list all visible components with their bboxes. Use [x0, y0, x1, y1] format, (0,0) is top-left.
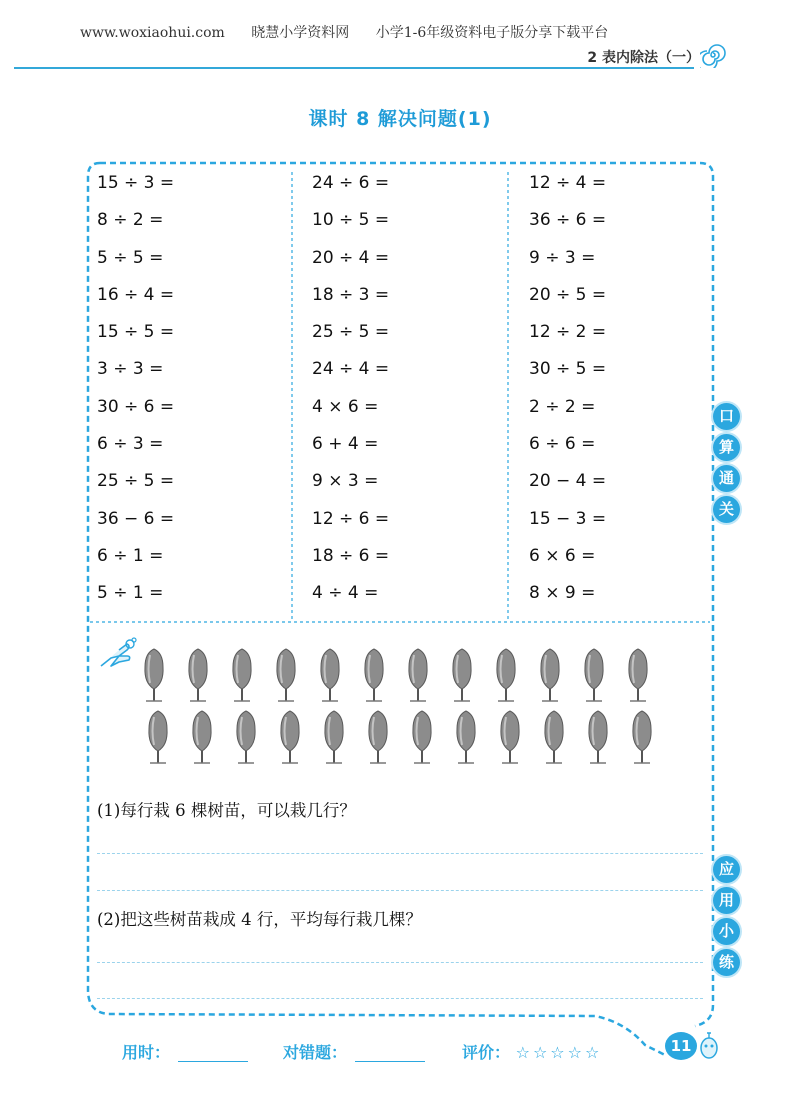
calc-item: 5 ÷ 1 = — [97, 583, 164, 604]
tree-sapling — [629, 649, 647, 701]
calc-item: 4 × 6 = — [312, 396, 379, 417]
tree-sapling — [541, 649, 559, 701]
calc-item: 15 ÷ 3 = — [97, 173, 175, 193]
time-label: 用时： — [122, 1043, 171, 1062]
side-tag-char: 算 — [713, 434, 740, 461]
calc-item: 12 ÷ 6 = — [312, 508, 390, 529]
calc-item: 6 ÷ 3 = — [97, 434, 164, 455]
tree-sapling — [497, 649, 515, 701]
footer-errors — [283, 1040, 425, 1063]
lesson-title: 课时 8 解决问题(1) — [308, 108, 492, 130]
side-tag-char: 口 — [713, 403, 740, 430]
errors-label: 对错题： — [283, 1043, 348, 1062]
calc-item: 3 ÷ 3 = — [97, 359, 164, 380]
calc-item: 36 ÷ 6 = — [529, 210, 607, 231]
side-tag-char: 小 — [713, 918, 740, 945]
calc-item: 24 ÷ 6 = — [312, 173, 390, 193]
answer-line-2b[interactable] — [97, 998, 703, 999]
calc-item: 6 × 6 = — [529, 545, 596, 566]
calc-item: 4 ÷ 4 = — [312, 583, 379, 604]
calc-item: 18 ÷ 6 = — [312, 545, 390, 566]
side-tag-char: 应 — [713, 856, 740, 883]
calc-item: 6 ÷ 6 = — [529, 434, 596, 455]
tree-sapling — [409, 649, 427, 701]
answer-line-1b[interactable] — [97, 890, 703, 891]
tree-sapling — [281, 711, 299, 763]
chapter-title: 2 表内除法（一） — [587, 50, 700, 66]
tree-sapling — [453, 649, 471, 701]
tree-sapling — [325, 711, 343, 763]
site-url: www.woxiaohui.com — [80, 25, 225, 41]
calc-item: 20 − 4 = — [529, 471, 607, 492]
footer-rating — [462, 1040, 602, 1063]
calc-item: 16 ÷ 4 = — [97, 284, 175, 305]
answer-line-2a[interactable] — [97, 962, 703, 963]
rating-stars[interactable]: ☆☆☆☆☆ — [515, 1043, 603, 1062]
calc-item: 2 ÷ 2 = — [529, 396, 596, 417]
tree-sapling — [145, 649, 163, 701]
calc-item: 9 × 3 = — [312, 471, 379, 492]
side-tag-applied-practice — [713, 856, 740, 980]
side-tag-char: 练 — [713, 949, 740, 976]
calc-item: 20 ÷ 4 = — [312, 247, 390, 268]
calc-item: 25 ÷ 5 = — [312, 322, 390, 343]
pointing-hand-icon — [97, 636, 139, 672]
calc-column-3 — [529, 168, 606, 616]
tree-sapling — [501, 711, 519, 763]
tree-sapling — [585, 649, 603, 701]
tree-saplings-illustration — [140, 645, 670, 775]
time-blank[interactable] — [178, 1061, 248, 1062]
calc-item: 6 + 4 = — [312, 434, 379, 455]
tree-sapling — [545, 711, 563, 763]
side-tag-char: 用 — [713, 887, 740, 914]
tree-sapling — [277, 649, 295, 701]
tree-sapling — [369, 711, 387, 763]
tree-sapling — [321, 649, 339, 701]
tree-sapling — [589, 711, 607, 763]
calc-item: 12 ÷ 2 = — [529, 322, 607, 343]
answer-line-1a[interactable] — [97, 853, 703, 854]
calc-item: 30 ÷ 6 = — [97, 396, 175, 417]
side-tag-char: 关 — [713, 496, 740, 523]
tree-sapling — [633, 711, 651, 763]
calc-item: 9 ÷ 3 = — [529, 247, 596, 268]
tree-sapling — [365, 649, 383, 701]
calc-item: 30 ÷ 5 = — [529, 359, 607, 380]
question-1: (1)每行栽 6 棵树苗，可以栽几行？ — [97, 801, 356, 820]
side-tag-char: 通 — [713, 465, 740, 492]
calc-item: 15 − 3 = — [529, 508, 607, 529]
calc-item: 12 ÷ 4 = — [529, 173, 607, 193]
calc-item: 36 − 6 = — [97, 508, 175, 529]
calc-item: 24 ÷ 4 = — [312, 359, 390, 380]
calc-item: 6 ÷ 1 = — [97, 545, 164, 566]
calc-item: 20 ÷ 5 = — [529, 284, 607, 305]
calc-item: 10 ÷ 5 = — [312, 210, 390, 231]
tree-sapling — [237, 711, 255, 763]
calc-item: 18 ÷ 3 = — [312, 284, 390, 305]
site-slogan: 小学1-6年级资料电子版分享下载平台 — [375, 25, 609, 41]
tree-sapling — [457, 711, 475, 763]
calc-column-2 — [312, 168, 389, 616]
errors-blank[interactable] — [355, 1061, 425, 1062]
tree-sapling — [413, 711, 431, 763]
calc-item: 25 ÷ 5 = — [97, 471, 175, 492]
mascot-icon — [698, 1030, 720, 1060]
site-name: 晓慧小学资料网 — [251, 25, 350, 41]
question-2: (2)把这些树苗栽成 4 行，平均每行栽几棵？ — [97, 910, 422, 929]
side-tag-mental-math — [713, 403, 740, 527]
footer-time — [122, 1040, 248, 1063]
tree-sapling — [189, 649, 207, 701]
rating-label: 评价： — [462, 1043, 511, 1062]
calc-item: 5 ÷ 5 = — [97, 247, 164, 268]
calc-column-1 — [97, 168, 174, 616]
tree-sapling — [233, 649, 251, 701]
calc-item: 8 ÷ 2 = — [97, 210, 164, 231]
tree-sapling — [149, 711, 167, 763]
calc-item: 8 × 9 = — [529, 583, 596, 604]
calc-item: 15 ÷ 5 = — [97, 322, 175, 343]
tree-sapling — [193, 711, 211, 763]
page-number: 11 — [665, 1032, 697, 1060]
